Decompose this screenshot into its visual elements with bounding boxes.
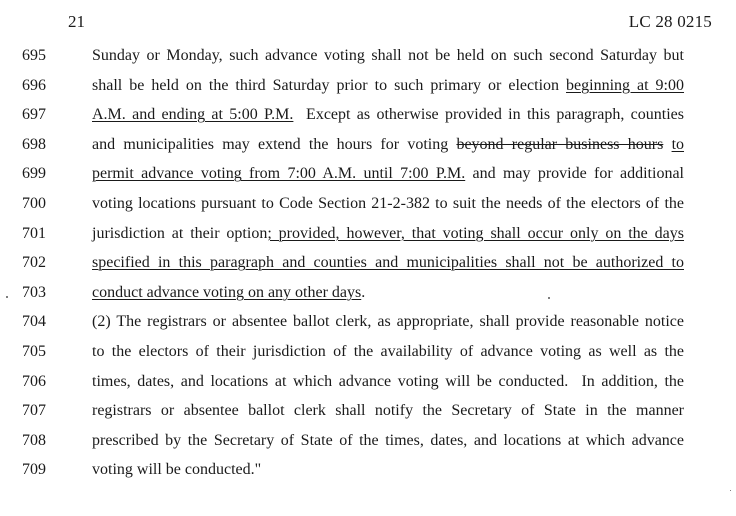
scan-speck — [6, 296, 8, 298]
line-number: 701 — [22, 224, 46, 242]
document-line — [0, 47, 736, 77]
document-line — [0, 461, 736, 491]
line-text — [92, 373, 684, 391]
document-id: LC 28 0215 — [628, 12, 712, 31]
line-number: 698 — [22, 135, 46, 153]
deleted-text: beyond regular business hours — [456, 135, 664, 153]
line-text — [92, 254, 684, 272]
line-text — [92, 106, 684, 124]
text-run: voting locations pursuant to Code Section 21-2-382 to suit the needs of the electors of the — [92, 195, 684, 212]
text-run: to the electors of their jurisdiction of the availability of advance voting as well as the — [92, 343, 684, 360]
line-number: 703 — [22, 283, 46, 301]
inserted-text: A.M. and ending at 5:00 P.M. — [92, 106, 294, 124]
inserted-text: permit advance voting from 7:00 A.M. until 7:00 P.M. — [92, 165, 466, 183]
document-line — [0, 402, 736, 432]
scan-speck — [548, 297, 550, 299]
text-run: Except as otherwise provided in this paragraph, counties — [293, 106, 685, 124]
line-text — [92, 47, 684, 65]
document-line — [0, 254, 736, 284]
line-text — [92, 432, 684, 450]
document-line — [0, 136, 736, 166]
document-line — [0, 165, 736, 195]
scan-speck — [730, 490, 731, 491]
line-text — [92, 461, 684, 479]
line-number: 706 — [22, 372, 46, 390]
line-number: 697 — [22, 106, 46, 124]
line-number: 707 — [22, 402, 46, 420]
line-number: 704 — [22, 313, 46, 331]
line-text — [92, 313, 684, 331]
inserted-text: conduct advance voting on any other days — [92, 283, 362, 301]
line-text — [92, 195, 684, 213]
line-number: 705 — [22, 343, 46, 360]
document-line — [0, 195, 736, 225]
document-line — [0, 343, 736, 373]
text-run: voting will be conducted." — [92, 461, 262, 479]
line-text — [92, 136, 684, 154]
line-number: 708 — [22, 431, 46, 449]
document-line — [0, 432, 736, 462]
line-text — [92, 77, 684, 95]
text-run: and municipalities may extend the hours for voting — [92, 135, 457, 153]
line-text — [92, 225, 684, 243]
line-number: 702 — [22, 254, 46, 272]
line-text — [92, 343, 684, 361]
inserted-text: specified in this paragraph and counties and municipalities shall not be authorized to — [92, 254, 684, 272]
document-line — [0, 284, 736, 314]
document-line — [0, 225, 736, 255]
line-number: 709 — [22, 461, 46, 479]
text-run — [663, 136, 671, 153]
text-run: prescribed by the Secretary of State of the times, dates, and locations at which advance — [92, 431, 684, 449]
line-text — [92, 165, 684, 183]
line-number: 695 — [22, 47, 46, 64]
line-number: 696 — [22, 76, 46, 94]
line-number: 700 — [22, 195, 46, 212]
inserted-text: to — [671, 135, 685, 153]
text-run: . — [361, 283, 366, 301]
text-run: shall be held on the third Saturday prior to such primary or election — [92, 76, 567, 94]
text-run: Sunday or Monday, such advance voting shall not be held on such second Saturday but — [92, 47, 684, 64]
document-line — [0, 106, 736, 136]
text-run: and may provide for additional — [465, 165, 684, 183]
text-run: registrars or absentee ballot clerk shall notify the Secretary of State in the manner — [92, 402, 684, 420]
line-text — [92, 284, 684, 302]
document-line — [0, 373, 736, 403]
line-text — [92, 402, 684, 420]
line-number: 699 — [22, 165, 46, 183]
inserted-text: ; provided, however, that voting shall occur only on the days — [267, 224, 685, 242]
text-run: (2) The registrars or absentee ballot clerk, as appropriate, shall provide reasonable notice — [92, 313, 684, 331]
inserted-text: beginning at 9:00 — [566, 76, 685, 94]
page-number: 21 — [68, 12, 85, 31]
text-run: times, dates, and locations at which advance voting will be conducted. In addition, the — [92, 372, 684, 390]
document-line — [0, 77, 736, 107]
document-line — [0, 313, 736, 343]
text-run: jurisdiction at their option — [92, 224, 268, 242]
